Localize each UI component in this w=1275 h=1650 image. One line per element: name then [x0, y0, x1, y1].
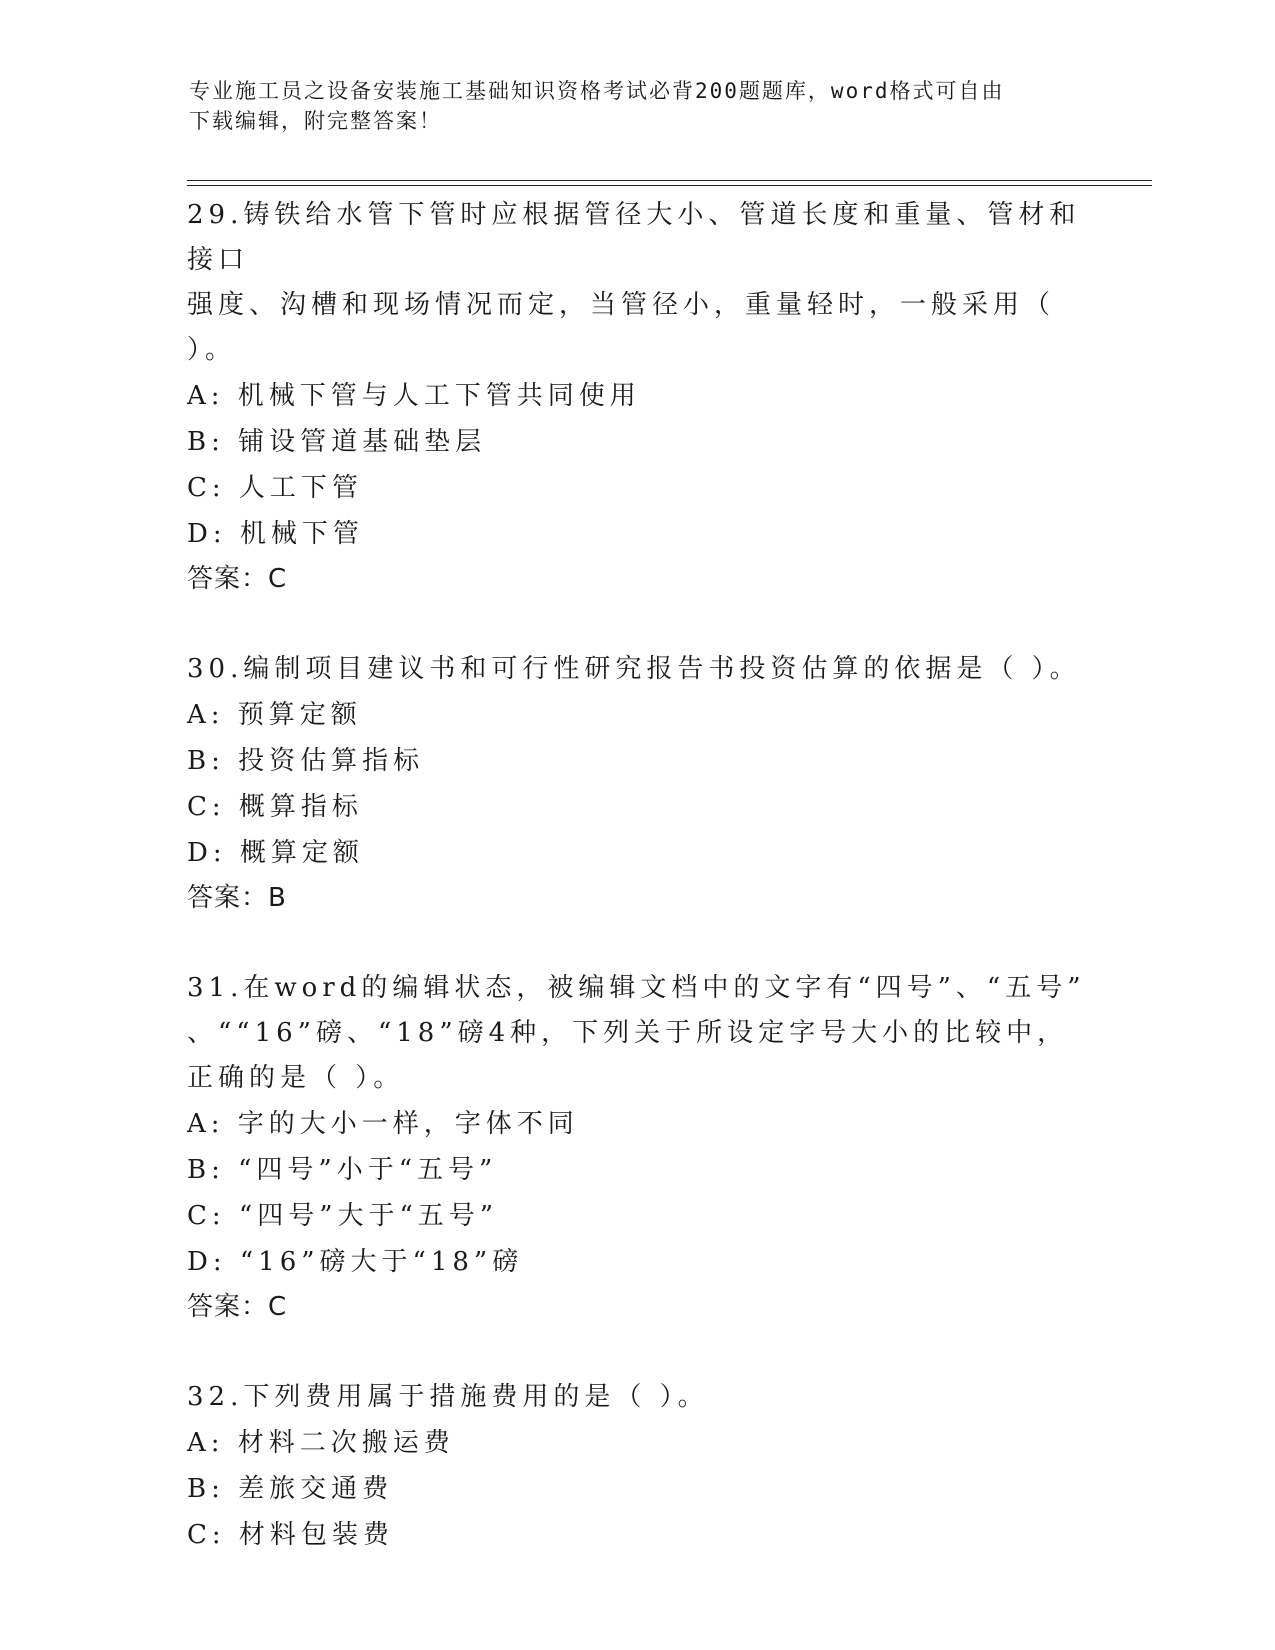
question-block — [187, 966, 1087, 1329]
document-header — [189, 76, 1089, 136]
answer-option: A: 预算定额 — [187, 700, 362, 730]
answer-option: D: 机械下管 — [187, 519, 364, 549]
question-text-line: 强度、沟槽和现场情况而定，当管径小，重量轻时，一般采用（ ）。 — [187, 290, 1056, 365]
header-line-1: 专业施工员之设备安装施工基础知识资格考试必背200题题库，word格式可自由 — [189, 79, 1005, 103]
answer-option: B: 投资估算指标 — [187, 746, 425, 776]
answer-option: A: 字的大小一样，字体不同 — [187, 1109, 579, 1139]
question-text-line: 、““16”磅、“18”磅4种，下列关于所设定字号大小的比较中， — [187, 1018, 1069, 1048]
question-block — [187, 1375, 1087, 1558]
header-divider-top — [187, 180, 1152, 181]
correct-answer: 答案：B — [187, 883, 287, 913]
answer-option: C: “四号”大于“五号” — [187, 1201, 499, 1231]
question-text-line: 32.下列费用属于措施费用的是（ ）。 — [187, 1382, 709, 1412]
correct-answer: 答案：C — [187, 1292, 288, 1322]
question-list — [187, 193, 1087, 1604]
question-text-line: 正确的是（ ）。 — [187, 1063, 405, 1093]
answer-option: A: 材料二次搬运费 — [187, 1428, 455, 1458]
answer-option: B: 铺设管道基础垫层 — [187, 427, 487, 457]
question-text-line: 30.编制项目建议书和可行性研究报告书投资估算的依据是（ ）。 — [187, 654, 1081, 684]
header-divider-bottom — [187, 185, 1152, 186]
question-text-line: 29.铸铁给水管下管时应根据管径大小、管道长度和重量、管材和接口 — [187, 200, 1081, 275]
answer-option: D: 概算定额 — [187, 838, 364, 868]
answer-option: C: 材料包装费 — [187, 1520, 394, 1550]
question-block — [187, 647, 1087, 920]
answer-option: B: 差旅交通费 — [187, 1474, 394, 1504]
answer-option: A: 机械下管与人工下管共同使用 — [187, 381, 641, 411]
answer-option: C: 概算指标 — [187, 792, 363, 822]
header-line-2: 下载编辑，附完整答案！ — [189, 109, 442, 133]
answer-option: D: “16”磅大于“18”磅 — [187, 1247, 524, 1277]
answer-option: C: 人工下管 — [187, 473, 363, 503]
question-block — [187, 193, 1087, 601]
correct-answer: 答案：C — [187, 564, 288, 594]
answer-option: B: “四号”小于“五号” — [187, 1155, 498, 1185]
question-text-line: 31.在word的编辑状态，被编辑文档中的文字有“四号”、“五号” — [187, 973, 1086, 1003]
